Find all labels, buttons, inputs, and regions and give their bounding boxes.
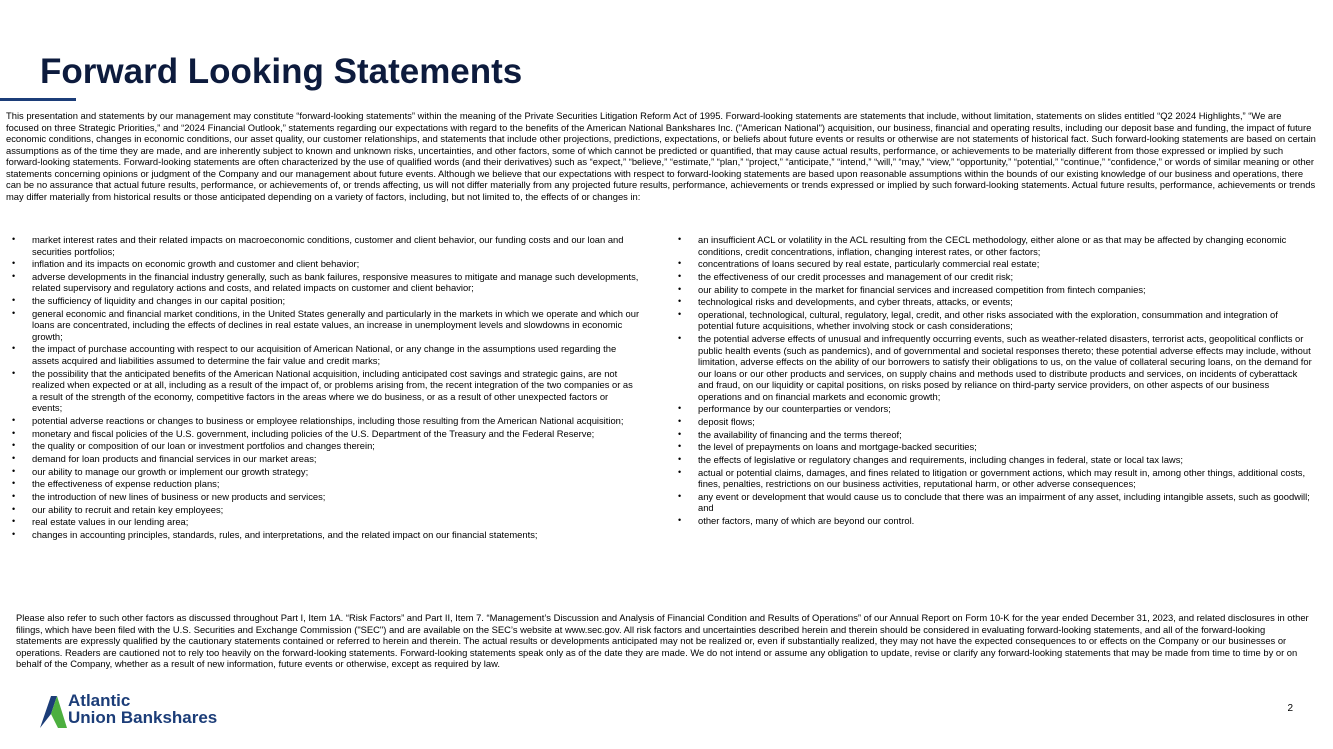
list-item	[6, 516, 640, 528]
bullet-icon: •	[12, 529, 16, 539]
list-item-text: the introduction of new lines of business or new products and services;	[32, 490, 326, 502]
list-item-text: our ability to compete in the market for financial services and increased competition from fintech companies;	[698, 283, 1146, 295]
bullet-icon: •	[12, 503, 16, 514]
list-item	[672, 441, 1312, 453]
page-title: Forward Looking Statements	[40, 52, 523, 91]
left-factor-list	[6, 234, 640, 542]
bullet-icon: •	[12, 478, 16, 489]
bullet-icon: •	[12, 234, 16, 244]
list-item-text: real estate values in our lending area;	[32, 516, 189, 528]
list-item-text: the quality or composition of our loan or investment portfolios and changes therein;	[32, 440, 375, 452]
list-item	[672, 454, 1312, 466]
list-item-text: monetary and fiscal policies of the U.S. government, including policies of the U.S. Department of the Treasury and the Federal Reserve;	[32, 427, 595, 439]
list-item-text: changes in accounting principles, standards, rules, and interpretations, and the related impact on our financial statements;	[32, 529, 538, 540]
list-item-text: the impact of purchase accounting with respect to our acquisition of American National, or any change in the assumptions used regarding the assets acquired and liabilities assumed to determine the fair value and credit marks;	[32, 343, 617, 366]
list-item	[6, 234, 640, 257]
list-item-text: adverse developments in the financial industry generally, such as bank failures, responsive measures to mitigate and manage such developments, related supervisory and regulatory actions and costs, and related impacts on customer and client behavior;	[32, 270, 639, 294]
bullet-icon: •	[678, 454, 682, 465]
list-item-text: operational, technological, cultural, regulatory, legal, credit, and other risks associated with the exploration, consummation and integration of potential future acquisitions, whether involving stock or cash considerations;	[698, 308, 1278, 332]
bullet-icon: •	[12, 440, 16, 451]
bullet-icon: •	[12, 427, 16, 438]
bullet-icon: •	[12, 270, 16, 281]
bullet-icon: •	[12, 465, 16, 476]
closing-paragraph: Please also refer to such other factors as discussed throughout Part I, Item 1A. “Risk Factors” and Part II, Item 7. “Management’s Discussion and Analysis of Financial Condition and Results of Operations” of our Annual Report on Form 10-K for the year ended December 31, 2023, and related disclosures in other filings, which have been filed with the U.S. Securities and Exchange Commission ("SEC") and are available on the SEC’s website at www.sec.gov. All risk factors and uncertainties described herein and therein should be considered in evaluating forward-looking statements, and all of the forward-looking statements are expressly qualified by the cautionary statements contained or referred to herein and therein. The actual results or developments anticipated may not be realized or, even if substantially realized, they may not have the expected consequences to or effects on the Company or our businesses or operations. Readers are cautioned not to rely too heavily on the forward-looking statements. Forward-looking statements speak only as of the date they are made. We do not intend or assume any obligation to update, revise or clarify any forward-looking statements that may be made from time to time by or on behalf of the Company, whether as a result of new information, future events or otherwise, except as required by law.	[16, 612, 1309, 669]
bullet-icon: •	[678, 234, 682, 244]
bullet-icon: •	[12, 367, 16, 378]
list-item-text: the sufficiency of liquidity and changes in our capital position;	[32, 295, 286, 307]
list-item	[672, 258, 1312, 270]
logo-line-1: Atlantic	[68, 691, 131, 710]
list-item	[672, 467, 1312, 490]
intro-paragraph: This presentation and statements by our management may constitute “forward-looking statements” within the meaning of the Private Securities Litigation Reform Act of 1995. Forward-looking statements are statements that include, without limitation, statements on slides entitled “Q2 2024 Highlights,” “We are focused on three Strategic Priorities,” and “2024 Financial Outlook,” statements regarding our expectations with regard to the benefits of the American National Bankshares Inc. ("American National") acquisition, our business, financial and operating results, including our deposit base and funding, the impact of future economic conditions, changes in economic conditions, our asset quality, our customer relationships, and statements that include other projections, predictions, expectations, or beliefs about future events or results or otherwise are not statements of historical fact. Such forward-looking statements are based on certain assumptions as of the time they are made, and are inherently subject to known and unknown risks, uncertainties, and other factors, some of which cannot be predicted or quantified, that may cause actual results, performance, or achievements to be materially different from those expressed or implied by such forward-looking statements. Forward-looking statements are often characterized by the use of qualified words (and their derivatives) such as “expect,” “believe,” “estimate,” “plan,” “project,” “anticipate,” “intend,” “will,” “may,” “view,” “opportunity,” “potential,” “continue,” “confidence,” or words of similar meaning or other statements concerning opinions or judgment of the Company and our management about future events. Although we believe that our expectations with respect to forward-looking statements are based upon reasonable assumptions within the bounds of our existing knowledge of our business and operations, there can be no assurance that actual future results, performance, or achievements of, or trends affecting, us will not differ materially from any projected future results, performance, achievements or trends expressed or implied by such forward-looking statements. Actual future results, performance, achievements or trends may differ materially from historical results or those anticipated depending on a variety of factors, including, but not limited to, the effects of or changes in:	[6, 110, 1316, 202]
list-item	[6, 343, 640, 366]
bullet-icon: •	[12, 307, 16, 318]
page-number: 2	[1287, 703, 1293, 714]
bullet-icon: •	[678, 333, 682, 344]
list-item-text: technological risks and developments, and cyber threats, attacks, or events;	[698, 296, 1013, 308]
list-item-text: an insufficient ACL or volatility in the ACL resulting from the CECL methodology, either alone or as that may be affected by changing economic conditions, credit concentrations, inflation, changing interest rates, or other factors;	[698, 234, 1287, 257]
list-item	[6, 529, 640, 541]
bullet-icon: •	[678, 270, 682, 281]
list-item-text: the possibility that the anticipated benefits of the American National acquisition, including anticipated cost savings and strategic gains, are not realized when expected or at all, including as a result of the impact of, or problems arising from, the recent integration of the two companies or as a result of the strength of the economy, competitive factors in the areas where we do business, or as a result of other unexpected factors or events;	[32, 367, 633, 414]
bullet-icon: •	[678, 515, 682, 526]
list-item-text: concentrations of loans secured by real estate, particularly commercial real estate;	[698, 258, 1040, 270]
logo-line-2: Union Bankshares	[68, 708, 218, 727]
list-item-text: deposit flows;	[698, 416, 755, 427]
list-item-text: potential adverse reactions or changes to business or employee relationships, including those resulting from the American National acquisition;	[32, 414, 624, 426]
list-item	[672, 296, 1312, 308]
list-item	[6, 415, 640, 427]
list-item-text: the effectiveness of expense reduction plans;	[32, 478, 220, 490]
right-factor-list	[672, 234, 1312, 528]
bullet-icon: •	[12, 258, 16, 269]
list-item	[672, 403, 1312, 415]
bullet-icon: •	[12, 516, 16, 527]
list-item	[672, 284, 1312, 296]
list-item-text: the level of prepayments on loans and mortgage-backed securities;	[698, 441, 977, 453]
bullet-icon: •	[678, 258, 682, 269]
bullet-icon: •	[12, 295, 16, 306]
list-item	[6, 440, 640, 452]
list-item-text: other factors, many of which are beyond our control.	[698, 515, 915, 527]
list-item	[672, 416, 1312, 428]
list-item	[672, 234, 1312, 257]
bullet-icon: •	[678, 416, 682, 426]
list-item	[672, 309, 1312, 332]
list-item-text: performance by our counterparties or vendors;	[698, 403, 891, 415]
bullet-icon: •	[678, 428, 682, 439]
list-item-text: the potential adverse effects of unusual and infrequently occurring events, such as weather-related disasters, terrorist acts, geopolitical conflicts or public health events (such as pandemics), and of governmental and societal responses thereto; these potential adverse effects may include, without limitation, adverse effects on the ability of our borrowers to satisfy their obligations to us, on the value of collateral securing loans, on the demand for our loans or our other products and services, on supply chains and methods used to distribute products and services, on incidents of cyberattack and fraud, on our liquidity or capital positions, on risks posed by reliance on third-party service providers, on other aspects of our business operations and on financial markets and economic growth;	[698, 333, 1312, 402]
list-item	[672, 333, 1312, 402]
list-item	[6, 258, 640, 270]
bullet-icon: •	[678, 490, 682, 501]
bullet-icon: •	[12, 490, 16, 501]
list-item	[6, 308, 640, 343]
list-item	[6, 453, 640, 465]
list-item	[6, 478, 640, 490]
list-item-text: the effects of legislative or regulatory changes and requirements, including changes in federal, state or local tax laws;	[698, 454, 1183, 466]
bullet-icon: •	[678, 466, 682, 477]
list-item-text: the effectiveness of our credit processes and management of our credit risk;	[698, 270, 1014, 282]
bullet-icon: •	[12, 343, 16, 354]
list-item	[6, 271, 640, 294]
bullet-icon: •	[678, 308, 682, 319]
list-item-text: inflation and its impacts on economic growth and customer and client behavior;	[32, 258, 360, 270]
list-item	[6, 491, 640, 503]
bullet-icon: •	[678, 296, 682, 307]
logo-mark-icon	[38, 694, 68, 728]
bullet-icon: •	[678, 441, 682, 452]
title-underline	[0, 98, 76, 101]
list-item-text: the availability of financing and the terms thereof;	[698, 428, 902, 440]
list-item-text: demand for loan products and financial services in our market areas;	[32, 452, 317, 464]
list-item-text: our ability to manage our growth or implement our growth strategy;	[32, 465, 309, 477]
list-item-text: our ability to recruit and retain key employees;	[32, 503, 224, 515]
list-item-text: any event or development that would cause us to conclude that there was an impairment of any asset, including intangible assets, such as goodwill; and	[698, 490, 1310, 514]
list-item	[672, 515, 1312, 527]
list-item	[6, 428, 640, 440]
list-item	[6, 466, 640, 478]
bullet-icon: •	[12, 414, 16, 425]
logo-wordmark	[68, 692, 217, 726]
bullet-icon: •	[12, 452, 16, 463]
list-item	[672, 429, 1312, 441]
list-item-text: actual or potential claims, damages, and fines related to litigation or government actions, which may result in, among other things, additional costs, fines, penalties, restrictions on our business activities, reputational harm, or other adverse consequences;	[698, 466, 1306, 490]
bullet-icon: •	[678, 283, 682, 294]
list-item-text: market interest rates and their related impacts on macroeconomic conditions, customer and client behavior, our funding costs and our loan and securities portfolios;	[32, 234, 624, 257]
list-item	[672, 271, 1312, 283]
list-item	[6, 295, 640, 307]
list-item	[6, 504, 640, 516]
list-item	[672, 491, 1312, 514]
list-item	[6, 368, 640, 414]
list-item-text: general economic and financial market conditions, in the United States generally and particularly in the markets in which we operate and which our loans are concentrated, including the effects of declines in real estate values, an increase in unemployment levels and slowdowns in economic growth;	[32, 307, 640, 342]
company-logo	[38, 692, 268, 730]
bullet-icon: •	[678, 403, 682, 414]
